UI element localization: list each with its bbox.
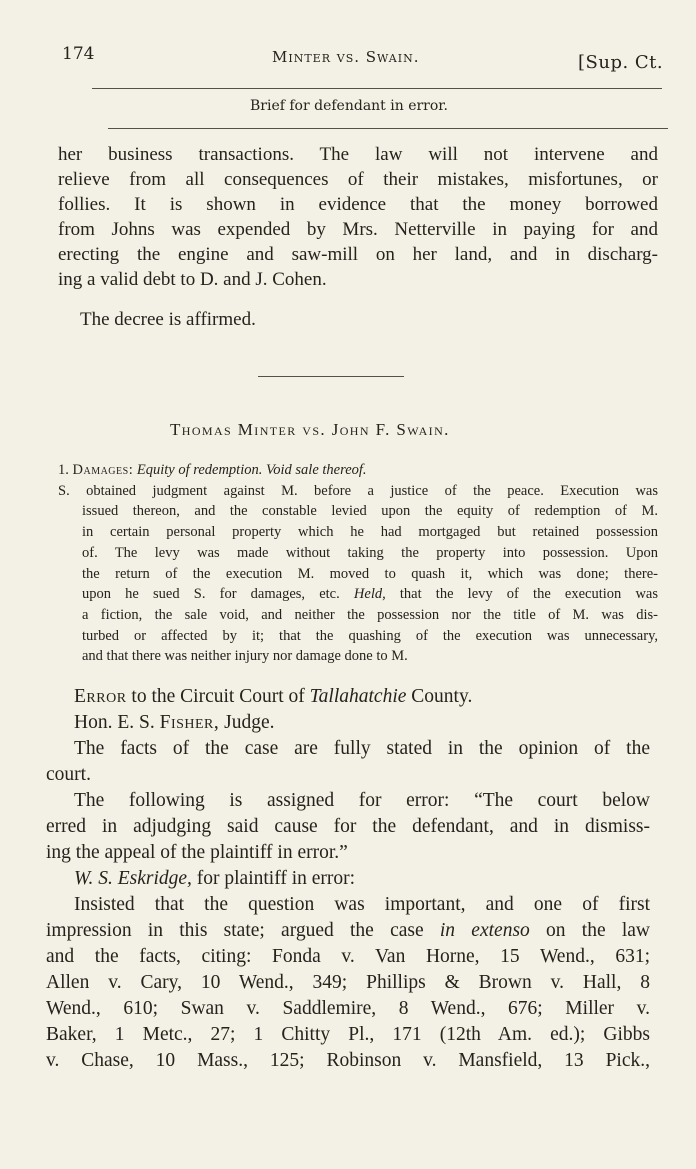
held-word: Held, xyxy=(353,586,386,603)
assigned-line: ing the appeal of the plaintiff in error.” xyxy=(46,842,348,863)
assigned-line: erred in adjudging said cause for the defendant, and in dismiss- xyxy=(46,816,650,837)
headnote-line: turbed or affected by it; that the quashing of the execution was unnecessary, xyxy=(82,627,658,644)
headnote-line: the return of the execution M. moved to quash it, which was done; there- xyxy=(82,565,658,582)
brief-rule xyxy=(108,128,668,129)
headnote-line: issued thereon, and the constable levied upon the equity of redemption of M. xyxy=(82,503,658,520)
held-line-start: upon he sued S. for damages, etc. xyxy=(82,586,340,603)
argument-end: on the law xyxy=(546,920,651,941)
facts-line: The facts of the case are fully stated in the opinion of the xyxy=(74,738,650,759)
error-text: to the Circuit Court of xyxy=(131,686,305,707)
text-line: her business transactions. The law will not intervene and xyxy=(58,144,658,165)
argument-latin: in extenso xyxy=(439,920,530,941)
citation-line: Allen v. Cary, 10 Wend., 349; Phillips & Brown v. Hall, 8 xyxy=(46,972,650,993)
argument-start: impression in this state; argued the case xyxy=(46,920,424,941)
headnote-line: of. The levy was made without taking the property into possession. Upon xyxy=(82,544,658,561)
case-title: Thomas Minter vs. John F. Swain. xyxy=(170,420,450,439)
headnote-topic: Damages: xyxy=(72,462,134,478)
headnote-held-line xyxy=(58,584,658,605)
citation-line: v. Chase, 10 Mass., 125; Robinson v. Mansfield, 13 Pick., xyxy=(46,1050,650,1071)
counsel-role: for plaintiff in error: xyxy=(196,868,356,889)
judge-line xyxy=(46,710,650,736)
error-label: Error xyxy=(74,686,127,707)
headnote-number: 1. xyxy=(58,462,69,478)
text-line: ing a valid debt to D. and J. Cohen. xyxy=(58,269,327,290)
headnote-line: a fiction, the sale void, and neither the possession nor the title of M. was dis- xyxy=(82,606,658,623)
judge-prefix: Hon. E. S. xyxy=(74,712,155,733)
decree-line: The decree is affirmed. xyxy=(80,309,256,330)
facts-line: court. xyxy=(46,764,91,785)
text-line: relieve from all consequences of their mistakes, misfortunes, or xyxy=(58,169,658,190)
previous-case-paragraph xyxy=(58,142,658,292)
counsel-line xyxy=(46,866,650,892)
county-word: County. xyxy=(411,686,473,707)
error-to-line xyxy=(46,684,650,710)
held-line-end: that the levy of the execution was xyxy=(399,586,659,603)
county-name: Tallahatchie xyxy=(309,686,407,707)
headnote-line: and that there was neither injury nor damage done to M. xyxy=(82,648,408,665)
headnote xyxy=(58,460,658,667)
headnote-line: in certain personal property which he had mortgaged but retained possession xyxy=(82,524,658,541)
assigned-line: The following is assigned for error: “The court below xyxy=(74,790,650,811)
text-line: follies. It is shown in evidence that the money borrowed xyxy=(58,194,658,215)
text-line: erecting the engine and saw-mill on her land, and in discharg- xyxy=(58,244,658,265)
court-label: [Sup. Ct. xyxy=(578,52,664,73)
text-line: from Johns was expended by Mrs. Netterville in paying for and xyxy=(58,219,658,240)
running-head: Minter vs. Swain. xyxy=(272,48,420,66)
header-rule xyxy=(92,88,662,89)
page-number: 174 xyxy=(62,44,95,64)
headnote-subtopic: Equity of redemption. Void sale thereof. xyxy=(136,462,367,478)
argument-line xyxy=(46,918,650,944)
judge-name: Fisher, xyxy=(159,712,220,733)
counsel-name: W. S. Eskridge, xyxy=(74,868,192,889)
section-divider xyxy=(258,376,404,377)
headnote-topic-line xyxy=(58,460,658,481)
argument-line: Insisted that the question was important, and one of first xyxy=(74,894,650,915)
citation-line: Wend., 610; Swan v. Saddlemire, 8 Wend., 676; Miller v. xyxy=(46,998,650,1019)
case-body xyxy=(46,684,650,1074)
citation-line: Baker, 1 Metc., 27; 1 Chitty Pl., 171 (12th Am. ed.); Gibbs xyxy=(46,1024,650,1045)
citation-line: and the facts, citing: Fonda v. Van Horne, 15 Wend., 631; xyxy=(46,946,650,967)
brief-label: Brief for defendant in error. xyxy=(250,98,448,114)
judge-title: Judge. xyxy=(224,712,275,733)
headnote-line: S. obtained judgment against M. before a justice of the peace. Execution was xyxy=(58,482,658,499)
